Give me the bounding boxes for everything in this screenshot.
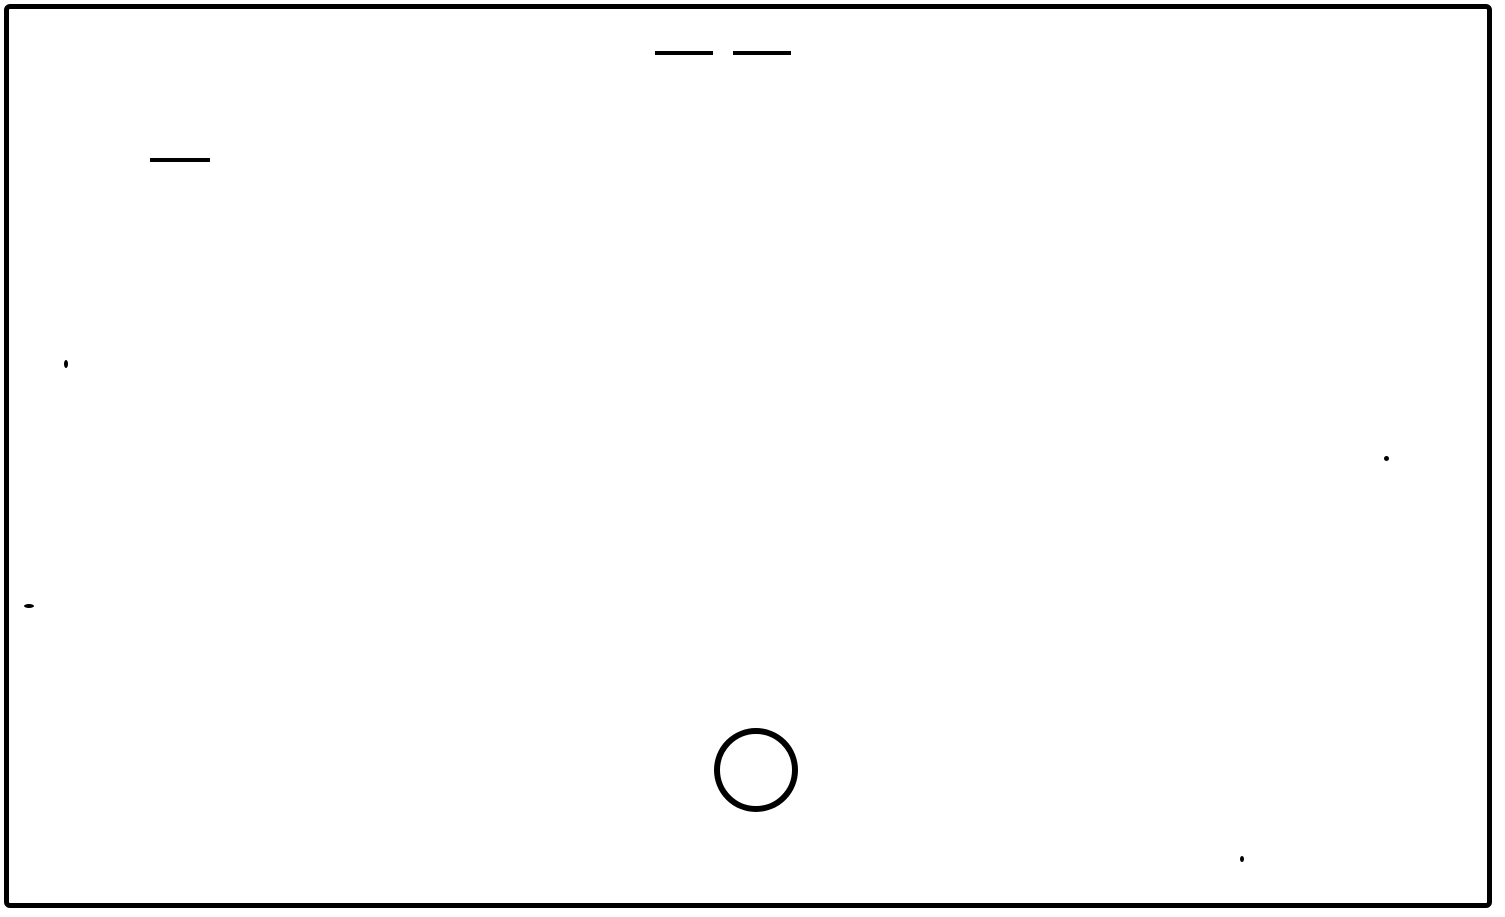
page-number (608, 22, 838, 82)
scan-speck (1384, 456, 1389, 461)
shelfmark-2-dash (150, 158, 210, 162)
punch-hole (714, 728, 798, 812)
scan-speck (24, 604, 34, 608)
scan-speck (64, 360, 68, 368)
scan-speck (1240, 856, 1244, 862)
